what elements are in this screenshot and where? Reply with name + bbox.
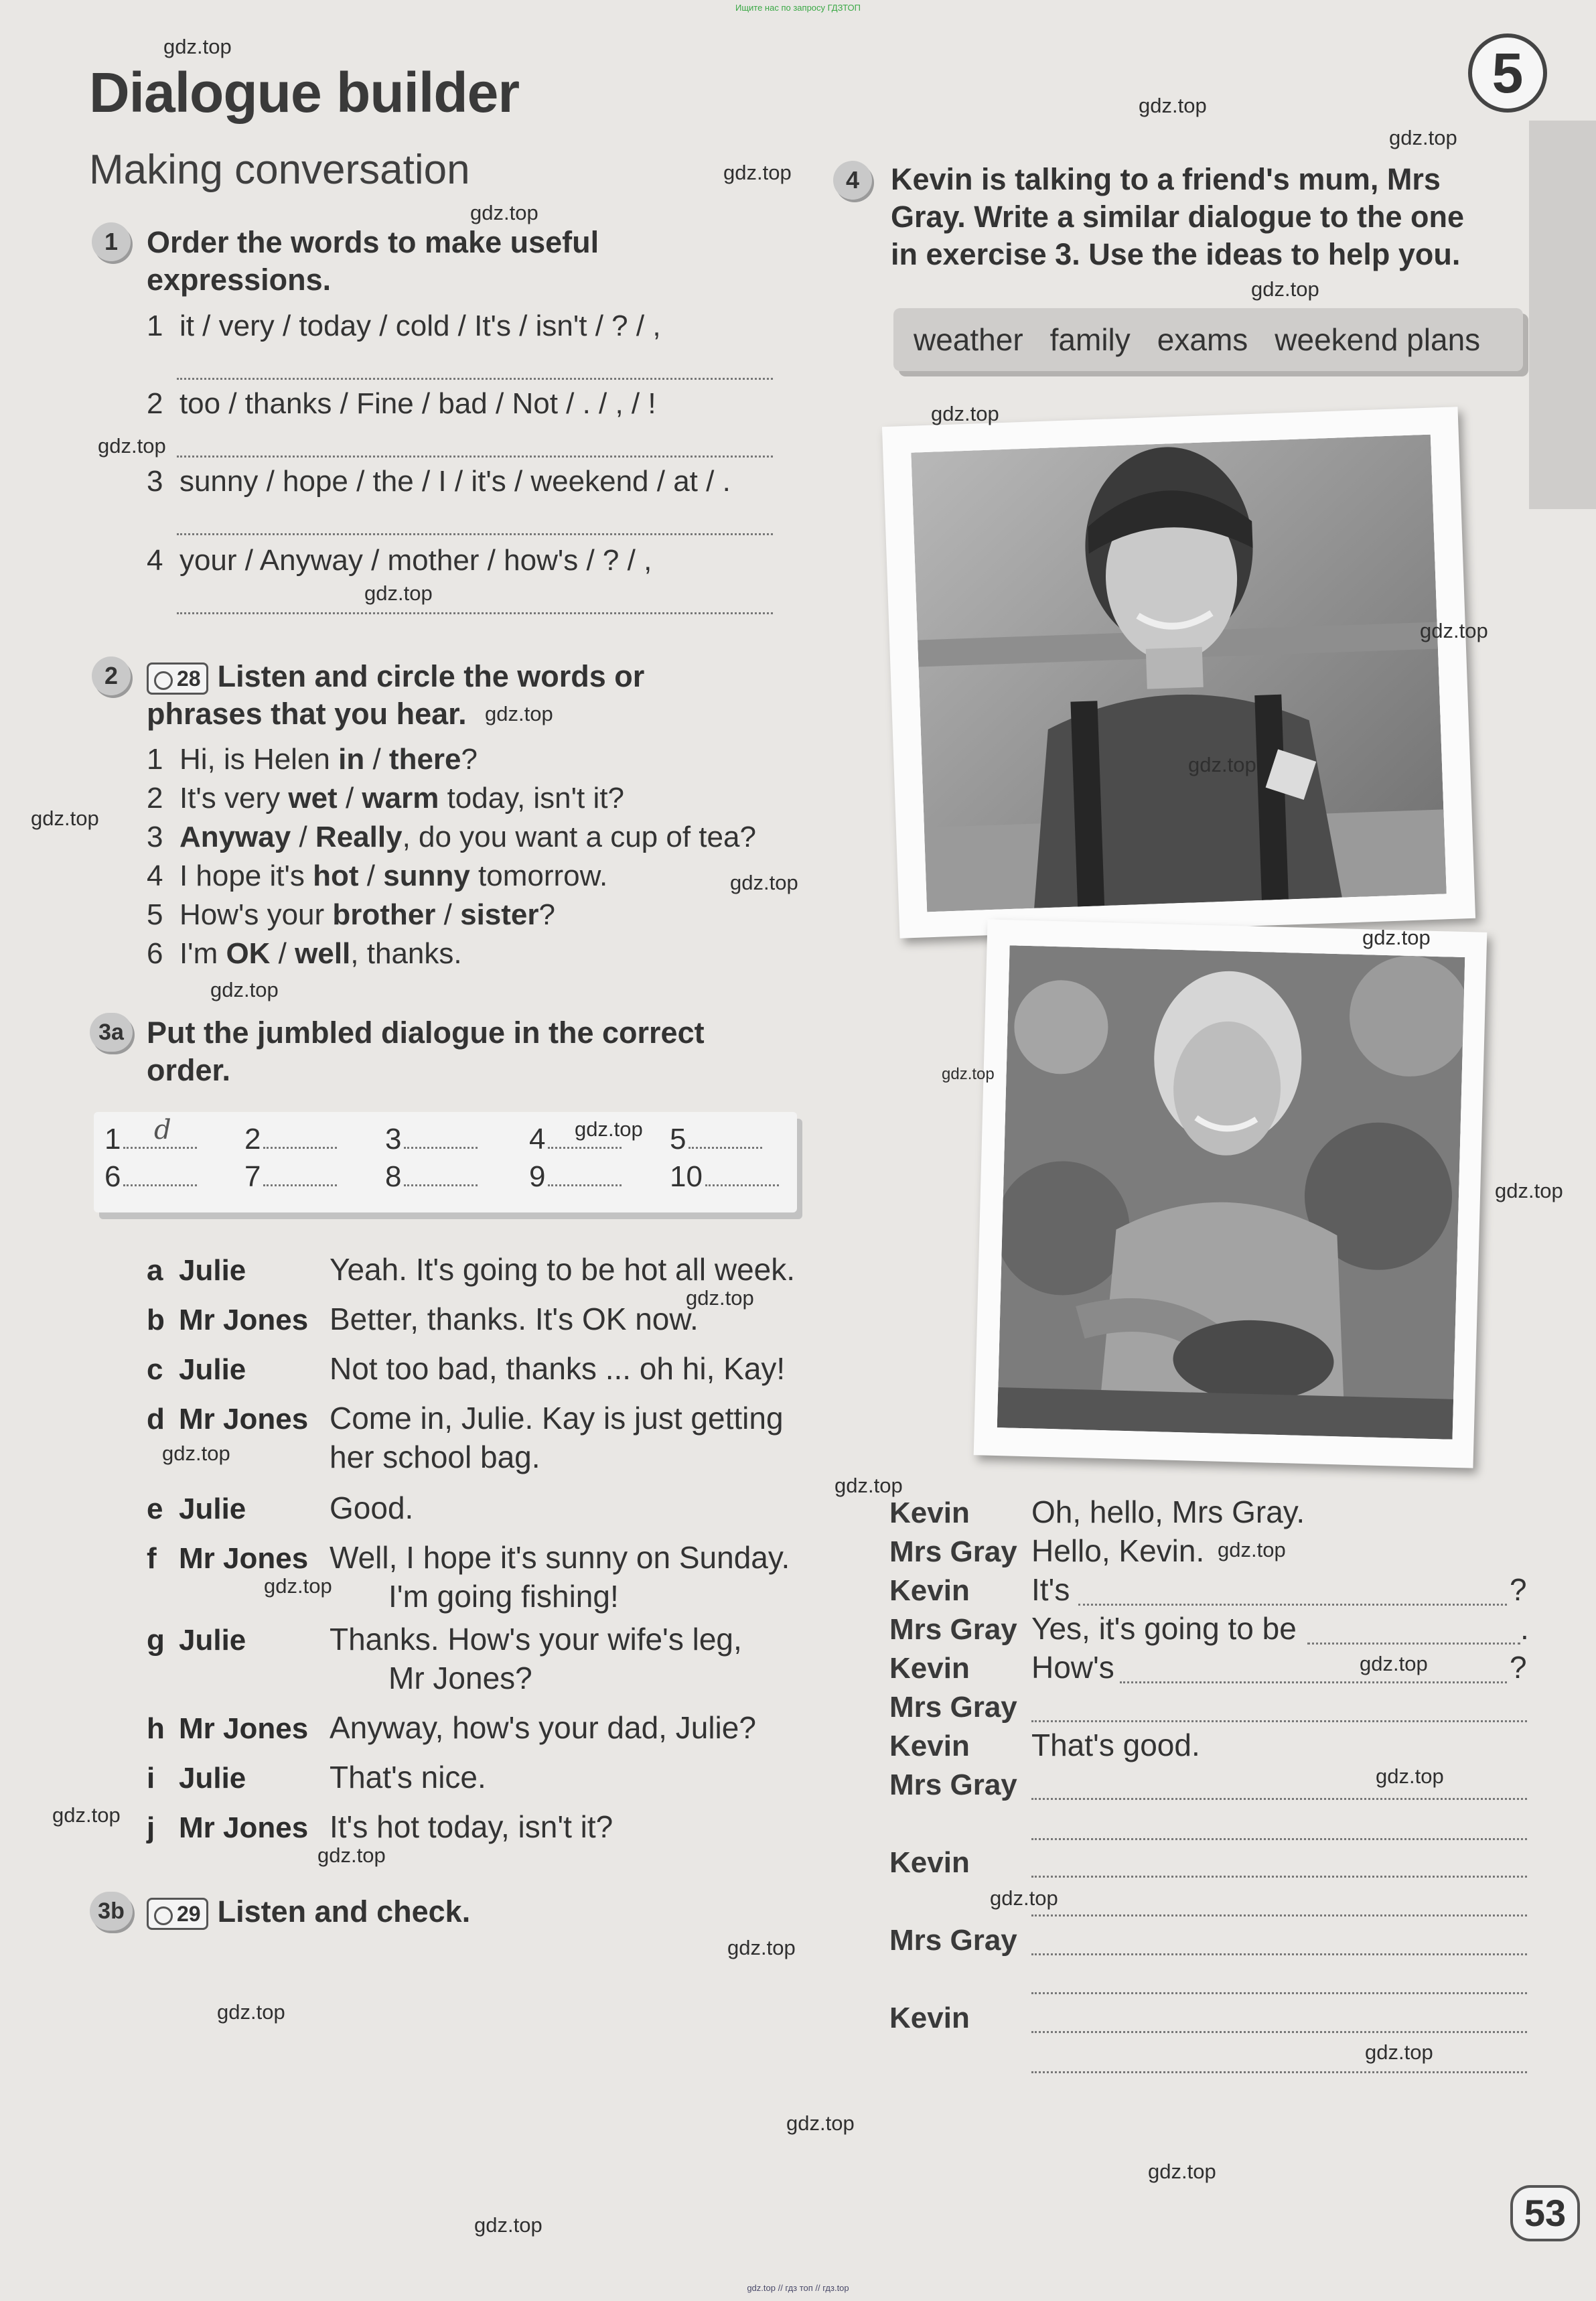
write-line[interactable] [1031,2031,1527,2033]
page-title: Dialogue builder [89,61,520,124]
audio-track-29[interactable]: 29 [147,1898,208,1930]
slot-3[interactable]: 3 [385,1123,478,1156]
speaker-kevin: Kevin [889,1574,970,1607]
write-line[interactable] [1031,1876,1527,1878]
option-2[interactable]: sunny [383,859,470,892]
exercise-1-item-1: 1 it / very / today / cold / It's / isn't / ? / , [147,309,661,342]
write-line[interactable] [1031,1914,1527,1916]
speaker-mrs-gray: Mrs Gray [889,1613,1017,1646]
exercise-1-answer-line-4[interactable] [177,612,773,614]
exercise-2-badge: 2 [92,656,131,695]
idea-word: exams [1157,322,1248,357]
watermark: gdz.top [364,581,433,605]
watermark: gdz.top [835,1474,903,1497]
unit-number-badge: 5 [1468,33,1547,113]
line-text: Come in, Julie. Kay is just getting her school bag. [330,1401,784,1474]
watermark: gdz.top [210,978,279,1001]
exercise-2-item: 3 Anyway / Really, do you want a cup of tea? [147,821,756,853]
watermark: gdz.top [98,434,166,458]
audio-track-28[interactable]: 28 [147,663,208,695]
idea-word: weather [914,322,1023,357]
watermark: gdz.top [31,807,99,830]
watermark: gdz.top [162,1442,230,1465]
slot-1[interactable]: 1 [104,1123,197,1156]
speaker-mrs-gray: Mrs Gray [889,1691,1017,1724]
option-1[interactable]: OK [226,937,271,970]
exercise-3b-badge: 3b [90,1892,133,1931]
watermark: gdz.top [730,871,798,894]
exercise-2-instruction: 28 Listen and circle the words or phrases that you hear. [147,658,644,733]
cd-icon [154,1906,173,1925]
write-line[interactable] [1031,2071,1527,2073]
speaker-mrs-gray: Mrs Gray [889,1768,1017,1801]
watermark: gdz.top [786,2111,855,2135]
exercise-4-instruction: Kevin is talking to a friend's mum, Mrs Gray. Write a similar dialogue to the one in exercise 3. Use the ideas to help you. [891,162,1465,271]
exercise-4-badge: 4 [833,161,872,200]
line-end: . [1520,1611,1529,1646]
dialogue-line: It's [1031,1572,1070,1607]
speaker-kevin: Kevin [889,1496,970,1529]
answer-order-box [94,1112,797,1212]
exercise-2-item: 1 Hi, is Helen in / there? [147,743,478,776]
speaker: Julie [179,1624,246,1657]
speaker-kevin: Kevin [889,1730,970,1762]
speaker: Mr Jones [179,1811,309,1844]
watermark: gdz.top [485,702,553,725]
watermark: gdz.top [990,1886,1058,1910]
watermark: gdz.top [1139,94,1207,117]
dialogue-line: Oh, hello, Mrs Gray. [1031,1494,1305,1529]
line-end: ? [1510,1572,1527,1607]
idea-word: family [1049,322,1131,357]
watermark: gdz.top [1251,277,1319,301]
speaker: Mr Jones [179,1712,309,1745]
handwritten-answer: d [154,1115,171,1145]
watermark: gdz.top [163,35,232,58]
slot-9[interactable]: 9 [529,1160,622,1194]
dialogue-a: a [147,1254,163,1287]
exercise-3b-instruction: 29 Listen and check. [147,1893,470,1931]
dialogue-d: d [147,1403,165,1436]
exercise-1-item-2: 2 too / thanks / Fine / bad / Not / . / , / ! [147,387,656,420]
dialogue-c: c [147,1353,163,1386]
ideas-box [893,308,1523,371]
dialogue-e: e [147,1492,163,1525]
slot-10[interactable]: 10 [670,1160,779,1194]
dialogue-b: b [147,1304,165,1336]
watermark: gdz.top [1495,1179,1563,1202]
exercise-1-answer-line-2[interactable] [177,456,773,458]
exercise-1-instruction [147,224,599,299]
exercise-3a-badge: 3a [90,1013,133,1052]
exercise-2-item: 5 How's your brother / sister? [147,898,555,931]
exercise-3a-instruction-line-1: Put the jumbled dialogue in the correct [147,1016,705,1050]
write-line[interactable] [1031,1720,1527,1722]
watermark: gdz.top [1360,1652,1428,1675]
speaker-kevin: Kevin [889,1652,970,1685]
line-text: Better, thanks. It's OK now. [330,1302,699,1336]
slot-6[interactable]: 6 [104,1160,197,1194]
slot-8[interactable]: 8 [385,1160,478,1194]
watermark: gdz.top [931,402,999,425]
exercise-1-item-3: 3 sunny / hope / the / I / it's / weekend / at / . [147,465,731,498]
watermark: gdz.top [1420,619,1488,642]
photo-kevin [882,407,1475,938]
write-line[interactable] [1031,1953,1527,1955]
speaker: Julie [179,1492,246,1525]
slot-2[interactable]: 2 [244,1123,337,1156]
speaker-mrs-gray: Mrs Gray [889,1924,1017,1957]
option-2[interactable]: Really [315,821,403,853]
watermark: gdz.top [1365,2040,1433,2064]
speaker: Julie [179,1353,246,1386]
dialogue-g: g [147,1624,165,1657]
watermark: gdz.top [942,1065,995,1083]
option-2[interactable]: there [388,743,461,776]
option-2[interactable]: sister [460,898,539,931]
line-text: Thanks. How's your wife's leg, Mr Jones? [330,1622,742,1695]
watermark: gdz.top [264,1574,332,1598]
exercise-2-item: 6 I'm OK / well, thanks. [147,937,462,970]
option-2[interactable]: warm [362,782,439,815]
speaker: Mr Jones [179,1403,309,1436]
exercise-2-item: 4 I hope it's hot / sunny tomorrow. [147,859,608,892]
dialogue-h: h [147,1712,165,1745]
speaker-mrs-gray: Mrs Gray [889,1535,1017,1568]
exercise-1-instruction-line-2: expressions. [147,263,332,297]
slot-7[interactable]: 7 [244,1160,337,1194]
write-line[interactable] [1031,1798,1527,1800]
watermark: gdz.top [1188,753,1256,776]
write-line[interactable] [1031,1992,1527,1994]
dialogue-line: That's good. [1031,1728,1200,1762]
write-line[interactable] [1307,1643,1520,1645]
watermark: gdz.top [1389,126,1457,149]
exercise-2-instruction-line-2: phrases that you hear. [147,697,467,731]
unit-side-tab [1529,121,1596,509]
photo-kevin-image [911,435,1446,912]
slot-5[interactable]: 5 [670,1123,762,1156]
option-2[interactable]: well [295,937,351,970]
option-1[interactable]: wet [288,782,338,815]
option-1[interactable]: Anyway [179,821,291,853]
watermark: gdz.top [686,1286,754,1310]
exercise-2-list [147,740,756,973]
line-text: Anyway, how's your dad, Julie? [330,1710,756,1745]
line-text: That's nice. [330,1760,486,1795]
line-text: Not too bad, thanks ... oh hi, Kay! [330,1351,786,1386]
speaker: Julie [179,1254,246,1287]
cd-icon [154,671,173,690]
exercise-1-badge: 1 [92,222,131,261]
speaker: Mr Jones [179,1542,309,1575]
page-number: 53 [1510,2185,1580,2241]
speaker: Mr Jones [179,1304,309,1336]
idea-word: weekend plans [1275,322,1481,357]
exercise-2-item: 2 It's very wet / warm today, isn't it? [147,782,624,815]
page-subtitle: Making conversation [89,147,470,193]
photo-mrs-gray [974,919,1488,1468]
watermark: gdz.top [1218,1538,1286,1561]
exercise-3a-instruction-line-2: order. [147,1053,231,1087]
exercise-1-answer-line-3[interactable] [177,533,773,535]
watermark: gdz.top [723,161,792,184]
watermark: gdz.top [575,1117,643,1141]
write-line[interactable] [1078,1604,1507,1606]
line-text: Yeah. It's going to be hot all week. [330,1252,796,1287]
exercise-3a-instruction [147,1014,705,1089]
watermark: gdz.top [52,1803,121,1827]
dialogue-j: j [147,1811,155,1844]
line-end: ? [1510,1650,1527,1685]
exercise-1-item-4: 4 your / Anyway / mother / how's / ? / , [147,544,652,577]
watermark: gdz.top [474,2213,542,2237]
dialogue-line: How's [1031,1650,1114,1685]
site-notice-top: Ищите нас по запросу ГДЗТОП [735,3,861,13]
slot-4[interactable]: 4 [529,1123,622,1156]
write-line[interactable] [1031,1838,1527,1840]
watermark: gdz.top [1148,2160,1216,2183]
speaker-kevin: Kevin [889,1846,970,1879]
option-1[interactable]: in [338,743,365,776]
watermark: gdz.top [470,201,538,224]
line-text: Well, I hope it's sunny on Sunday. I'm going fishing! [330,1540,790,1614]
exercise-1-answer-line-1[interactable] [177,378,773,380]
line-text: It's hot today, isn't it? [330,1809,613,1844]
dialogue-i: i [147,1762,155,1795]
watermark: gdz.top [317,1843,386,1867]
line-text: Good. [330,1490,414,1525]
speaker: Julie [179,1762,246,1795]
watermark: gdz.top [217,2000,285,2024]
dialogue-f: f [147,1542,157,1575]
option-1[interactable]: brother [332,898,436,931]
option-1[interactable]: hot [313,859,359,892]
dialogue-line: Yes, it's going to be [1031,1611,1297,1646]
watermark: gdz.top [1362,926,1431,949]
write-line[interactable] [1120,1681,1507,1683]
speaker-kevin: Kevin [889,2002,970,2034]
photo-mrs-gray-image [997,945,1465,1440]
watermark: gdz.top [1376,1764,1444,1788]
watermark: gdz.top [727,1936,796,1959]
exercise-1-instruction-line-1: Order the words to make useful [147,225,599,259]
site-notice-bottom: gdz.top // гдз топ // гдз.top [747,2283,849,2293]
dialogue-line: Hello, Kevin. [1031,1533,1205,1568]
